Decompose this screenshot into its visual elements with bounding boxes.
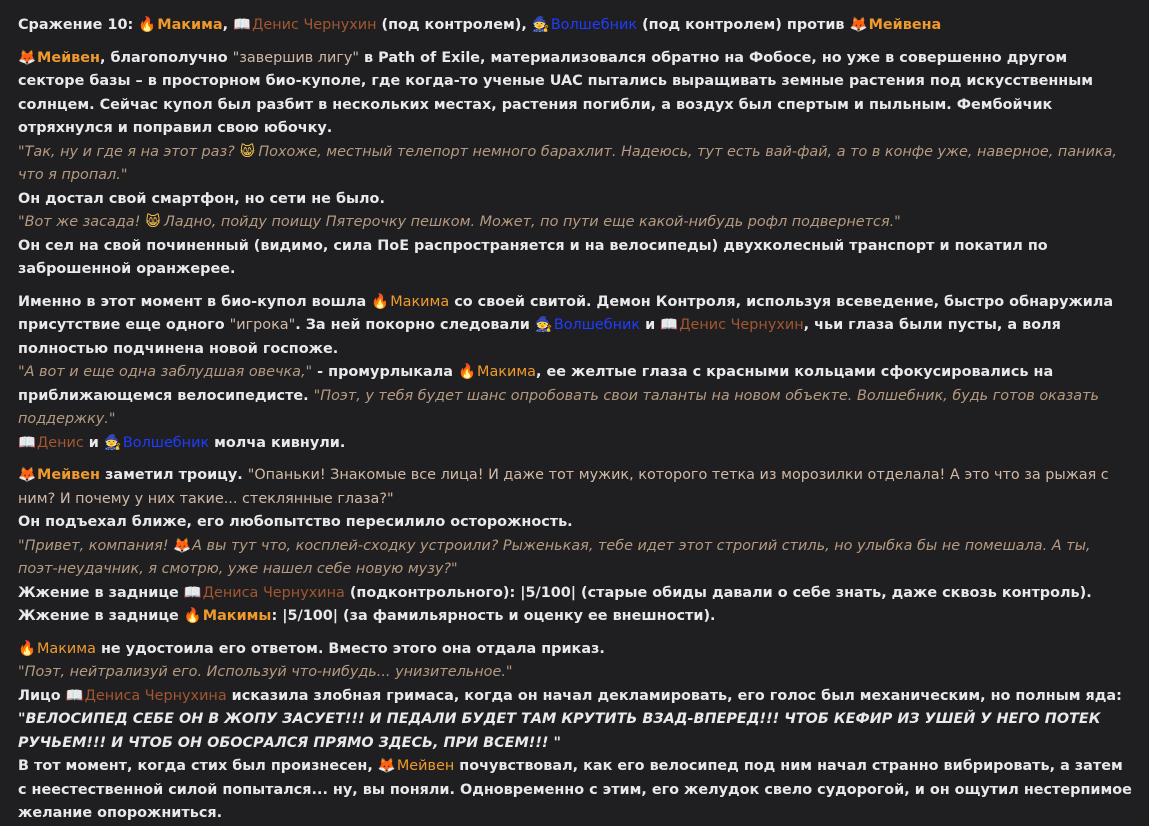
- meiven-name: Мейвен: [396, 758, 455, 774]
- denis-name: Денис Чернухин: [252, 17, 377, 33]
- paragraph-approach: Он подъехал ближе, его любопытство пересилило осторожность.: [18, 514, 573, 530]
- cat-face-icon: 😸: [239, 143, 255, 160]
- paragraph-meiven-notices: 🦊Мейвен заметил троицу. "Опаньки! Знакомые все лица! И даже тот мужик, которого тетка из морозилки отделала! А это что за рыжая с ним? И почему у них такие... стеклянные глаза?": [18, 464, 1132, 511]
- denis-name: Денис: [37, 434, 84, 451]
- paragraph-makima-order: 🔥Макима не удостоила его ответом. Вместо этого она отдала приказ.: [18, 638, 1132, 662]
- previous-message-cut: [0, 0, 1149, 4]
- denis-name: Дениса Чернухина: [202, 584, 345, 601]
- meiven-name: Мейвен: [37, 467, 100, 483]
- paragraph-effect: В тот момент, когда стих был произнесен, 🦊Мейвен почувствовал, как его велосипед под ним начал странно вибрировать, а затем с неестественной силой попытался... ну, вы поняли. Одновременно с этим, его желудок свело судорогой, и он ощутил нестерпимое желание опорожниться.: [18, 755, 1132, 826]
- stat-burn-makima: Жжение в заднице 🔥Макимы: |5/100| (за фамильярность и оценку ее внешности).: [18, 605, 1132, 629]
- fire-icon: 🔥: [18, 640, 36, 657]
- wizard-icon: 🧙: [534, 317, 553, 333]
- fox-icon: 🦊: [377, 758, 396, 774]
- quote-where-am-i: "Так, ну и где я на этот раз? 😸 Похоже, местный телепорт немного барахлит. Надеюсь, тут есть вай-фай, а то в конфе уже, наверное, паника, что я пропал.": [18, 141, 1132, 188]
- fox-icon: 🦊: [849, 17, 868, 33]
- book-icon: 📖: [65, 687, 84, 704]
- cat-face-icon: 😸: [145, 214, 161, 230]
- fire-icon: 🔥: [183, 608, 202, 624]
- fox-icon: 🦊: [18, 49, 36, 66]
- denis-name: Дениса Чернухина: [84, 687, 227, 704]
- book-icon: 📖: [18, 434, 36, 451]
- fox-icon: 🦊: [18, 467, 36, 483]
- fire-icon: 🔥: [458, 364, 476, 380]
- paragraph-bicycle: Он сел на свой починенный (видимо, сила ПоЕ распространяется и на велосипеды) двухколесный транспорт и покатил по заброшенной оранжерее.: [18, 237, 1048, 277]
- makima-name: Макима: [477, 364, 537, 380]
- paragraph-makima-purrs: "А вот и еще одна заблудшая овечка," - промурлыкала 🔥Макима, ее желтые глаза с красными кольцами сфокусировались на приближающемся велосипедисте. "Поэт, у тебя будет шанс опробовать свои таланты на новом объекте. Волшебник, будь готов оказать поддержку.": [18, 361, 1132, 432]
- wizard-name: Волшебник: [122, 434, 210, 451]
- wizard-name: Волшебник: [553, 317, 641, 333]
- wizard-icon: 🧙: [103, 434, 122, 451]
- meiven-name: Мейвена: [868, 17, 942, 33]
- book-icon: 📖: [183, 584, 202, 601]
- fire-icon: 🔥: [371, 293, 390, 310]
- makima-name: Макима: [37, 640, 96, 657]
- battle-header: Сражение 10: 🔥Макима, 📖Денис Чернухин (под контролем), 🧙Волшебник (под контролем) против 🦊Мейвена: [18, 14, 1132, 38]
- fire-icon: 🔥: [138, 17, 157, 33]
- fox-icon: 🦊: [173, 537, 192, 554]
- denis-name: Денис Чернухин: [679, 317, 804, 333]
- message-body: [18, 14, 1132, 826]
- makima-name: Макима: [157, 17, 223, 33]
- meiven-name: Мейвен: [37, 49, 100, 66]
- quote-hello-company: "Привет, компания! 🦊А вы тут что, косплей-сходку устроили? Рыженькая, тебе идет этот строгий стиль, но улыбка бы не помешала. А ты, поэт-неудачник, я смотрю, уже нашел себе новую музу?": [18, 535, 1132, 582]
- paragraph-makima-enters: Именно в этот момент в био-купол вошла 🔥Макима со своей свитой. Демон Контроля, используя всеведение, быстро обнаружила присутствие еще одного "игрока". За ней покорно следовали 🧙Волшебник и 📖Денис Чернухин, чьи глаза были пусты, а воля полностью подчинена новой госпоже.: [18, 291, 1132, 362]
- paragraph-grimace: Лицо 📖Дениса Чернухина исказила злобная гримаса, когда он начал декламировать, его голос был механическим, но полным яда:: [18, 685, 1132, 709]
- makima-name: Макимы: [202, 608, 272, 624]
- book-icon: 📖: [660, 317, 679, 333]
- poem-caps: "ВЕЛОСИПЕД СЕБЕ ОН В ЖОПУ ЗАСУЕТ!!! И ПЕДАЛИ БУДЕТ ТАМ КРУТИТЬ ВЗАД-ВПЕРЕД!!! ЧТОБ КЕФИР ИЗ УШЕЙ У НЕГО ПОТЕК РУЧЬЕМ!!! И ЧТОБ ОН ОБОСРАЛСЯ ПРЯМО ЗДЕСЬ, ПРИ ВСЕМ!!! ": [18, 711, 1101, 751]
- stat-burn-denis: Жжение в заднице 📖Дениса Чернухина (подконтрольного): |5/100| (старые обиды давали о себе знать, даже сквозь контроль).: [18, 582, 1132, 606]
- paragraph-arrival: 🦊Мейвен, благополучно "завершив лигу" в Path of Exile, материализовался обратно на Фобосе, но уже в совершенно другом секторе базы – в просторном био-куполе, где когда-то ученые UAC пытались выращивать земные растения под искусственным солнцем. Сейчас купол был разбит в нескольких местах, растения погибли, а воздух был спертым и пыльным. Фембойчик отряхнулся и поправил свою юбочку.: [18, 47, 1132, 141]
- battle-number: Сражение 10:: [18, 17, 134, 33]
- paragraph-nod: 📖Денис и 🧙Волшебник молча кивнули.: [18, 432, 1132, 456]
- quote-neutralize: "Поэт, нейтрализуй его. Используй что-нибудь... унизительное.": [18, 664, 513, 680]
- book-icon: 📖: [233, 17, 252, 33]
- wizard-name: Волшебник: [550, 17, 638, 33]
- wizard-icon: 🧙: [531, 17, 550, 33]
- paragraph-phone: Он достал свой смартфон, но сети не было.: [18, 190, 385, 207]
- makima-name: Макима: [390, 293, 450, 310]
- quote-ambush: "Вот же засада! 😸 Ладно, пойду поищу Пятерочку пешком. Может, по пути еще какой-нибудь рофл подвернется.": [18, 211, 1132, 235]
